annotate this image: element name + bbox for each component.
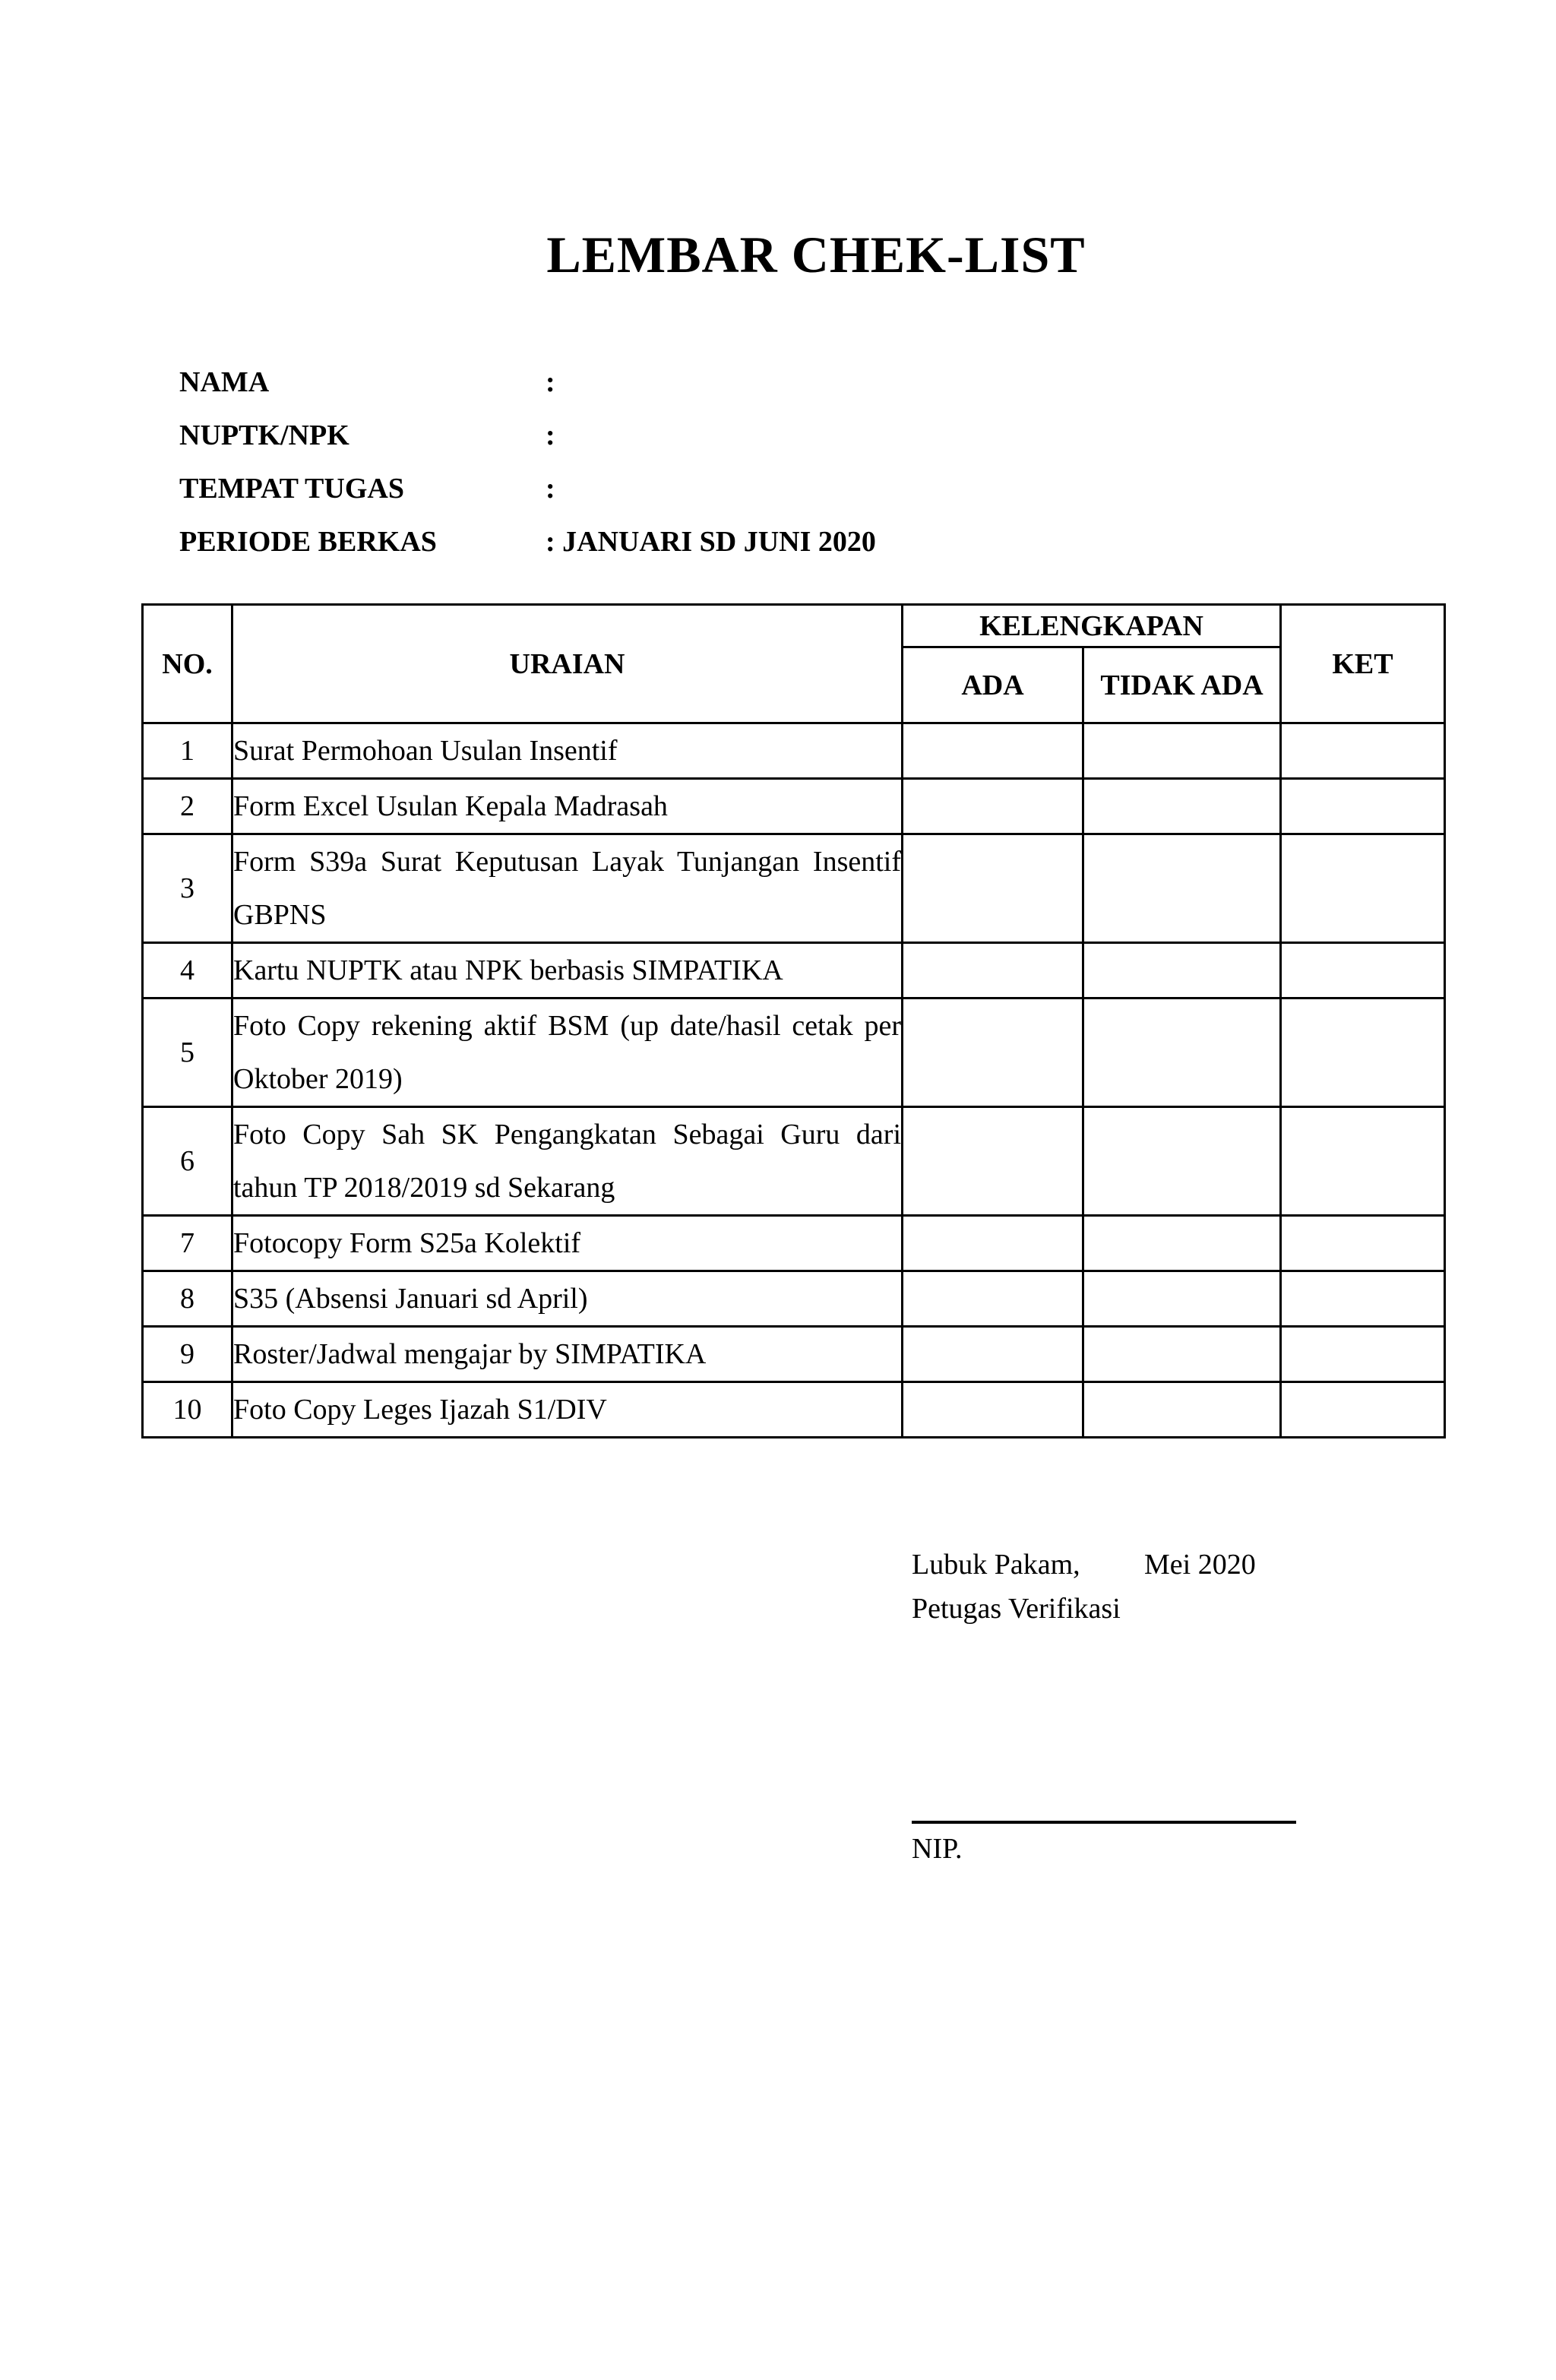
table-row: [143, 1107, 1445, 1216]
info-label: NAMA: [179, 366, 270, 398]
info-row-tempat-tugas: [179, 462, 876, 515]
cell-ada: [903, 999, 1083, 1107]
table-row: [143, 1271, 1445, 1327]
signature-place: Lubuk Pakam,: [912, 1549, 1080, 1581]
cell-tidak-ada: [1083, 1216, 1281, 1271]
row-number: 7: [143, 1216, 232, 1271]
table-row: [143, 1327, 1445, 1382]
row-uraian: Surat Permohoan Usulan Insentif: [232, 723, 903, 779]
row-number: 6: [143, 1107, 232, 1216]
info-value: :: [546, 473, 555, 505]
header-ada: ADA: [903, 647, 1083, 723]
signature-role: Petugas Verifikasi: [912, 1593, 1121, 1625]
signature-block: [912, 1543, 1256, 1631]
table-header-row: [143, 605, 1445, 647]
cell-ket: [1281, 1382, 1445, 1438]
cell-ket: [1281, 834, 1445, 943]
cell-ada: [903, 779, 1083, 834]
info-value: :: [546, 419, 555, 451]
cell-tidak-ada: [1083, 999, 1281, 1107]
cell-ket: [1281, 723, 1445, 779]
header-ket: KET: [1281, 605, 1445, 723]
table-row: [143, 723, 1445, 779]
signature-date: Mei 2020: [1144, 1549, 1256, 1581]
row-uraian: Foto Copy Leges Ijazah S1/DIV: [232, 1382, 903, 1438]
cell-ada: [903, 1216, 1083, 1271]
info-row-nama: [179, 356, 876, 409]
cell-ada: [903, 1382, 1083, 1438]
cell-tidak-ada: [1083, 1382, 1281, 1438]
row-uraian: Roster/Jadwal mengajar by SIMPATIKA: [232, 1327, 903, 1382]
cell-ada: [903, 1327, 1083, 1382]
cell-ada: [903, 1107, 1083, 1216]
header-uraian: URAIAN: [232, 605, 903, 723]
cell-tidak-ada: [1083, 723, 1281, 779]
cell-tidak-ada: [1083, 1107, 1281, 1216]
cell-ada: [903, 1271, 1083, 1327]
info-label: TEMPAT TUGAS: [179, 473, 404, 505]
cell-ada: [903, 943, 1083, 999]
header-no: NO.: [143, 605, 232, 723]
info-row-nuptk: [179, 409, 876, 462]
header-kelengkapan: KELENGKAPAN: [903, 605, 1281, 647]
row-uraian: S35 (Absensi Januari sd April): [232, 1271, 903, 1327]
table-row: [143, 1382, 1445, 1438]
row-number: 4: [143, 943, 232, 999]
table-row: [143, 943, 1445, 999]
cell-ada: [903, 834, 1083, 943]
table-row: [143, 999, 1445, 1107]
cell-ket: [1281, 1107, 1445, 1216]
row-number: 10: [143, 1382, 232, 1438]
row-number: 1: [143, 723, 232, 779]
cell-ket: [1281, 779, 1445, 834]
row-number: 5: [143, 999, 232, 1107]
page-title: LEMBAR CHEK-LIST: [546, 226, 1086, 283]
cell-tidak-ada: [1083, 1271, 1281, 1327]
info-value: : JANUARI SD JUNI 2020: [546, 526, 876, 558]
cell-tidak-ada: [1083, 943, 1281, 999]
table-row: [143, 779, 1445, 834]
info-label: NUPTK/NPK: [179, 419, 349, 451]
signature-line: [912, 1821, 1296, 1824]
signature-nip: NIP.: [912, 1833, 963, 1865]
cell-tidak-ada: [1083, 1327, 1281, 1382]
row-uraian: Foto Copy rekening aktif BSM (up date/hasil cetak per Oktober 2019): [232, 999, 903, 1107]
table-row: [143, 1216, 1445, 1271]
row-uraian: Form S39a Surat Keputusan Layak Tunjangan Insentif GBPNS: [232, 834, 903, 943]
info-block: [179, 356, 876, 568]
header-tidak-ada: TIDAK ADA: [1083, 647, 1281, 723]
row-number: 3: [143, 834, 232, 943]
row-uraian: Fotocopy Form S25a Kolektif: [232, 1216, 903, 1271]
row-uraian: Foto Copy Sah SK Pengangkatan Sebagai Guru dari tahun TP 2018/2019 sd Sekarang: [232, 1107, 903, 1216]
row-uraian: Form Excel Usulan Kepala Madrasah: [232, 779, 903, 834]
row-uraian: Kartu NUPTK atau NPK berbasis SIMPATIKA: [232, 943, 903, 999]
info-row-periode: [179, 515, 876, 568]
place-date-line: [912, 1543, 1256, 1587]
info-label: PERIODE BERKAS: [179, 526, 437, 558]
row-number: 2: [143, 779, 232, 834]
info-value: :: [546, 366, 555, 398]
cell-ket: [1281, 1216, 1445, 1271]
cell-tidak-ada: [1083, 779, 1281, 834]
cell-ket: [1281, 943, 1445, 999]
row-number: 9: [143, 1327, 232, 1382]
cell-ket: [1281, 1271, 1445, 1327]
cell-ada: [903, 723, 1083, 779]
cell-tidak-ada: [1083, 834, 1281, 943]
cell-ket: [1281, 999, 1445, 1107]
table-row: [143, 834, 1445, 943]
cell-ket: [1281, 1327, 1445, 1382]
row-number: 8: [143, 1271, 232, 1327]
checklist-table: [141, 603, 1446, 1438]
